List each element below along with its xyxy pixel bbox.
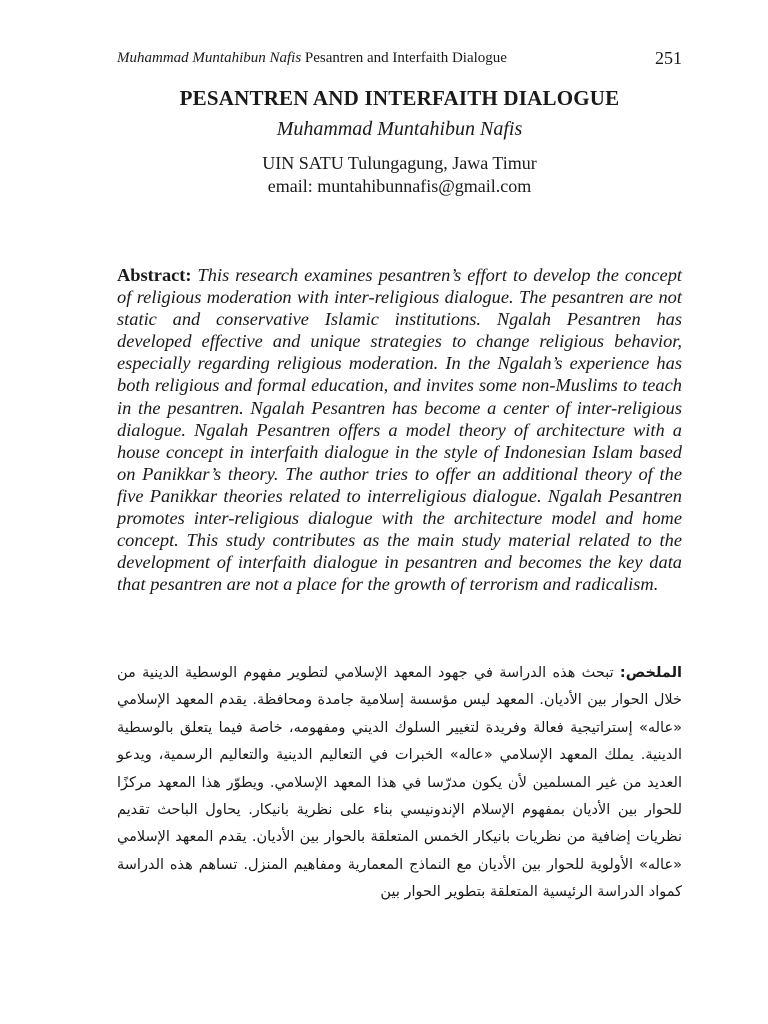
article-title: PESANTREN AND INTERFAITH DIALOGUE bbox=[179, 86, 620, 110]
arabic-abstract-label: الملخص: bbox=[619, 665, 683, 681]
arabic-abstract-paragraph bbox=[117, 660, 682, 907]
running-head bbox=[117, 50, 682, 72]
running-head-author: Muhammad Muntahibun Nafis bbox=[117, 50, 302, 66]
arabic-abstract-text: تبحث هذه الدراسة في جهود المعهد الإسلامي لتطوير مفهوم الوسطية الدينية من خلال الحوار بين الأديان. المعهد ليس مؤسسة إسلامية جامدة ومحافظة. يقدم المعهد الإسلامي «عاله» إستراتيجية فعالة وفريدة لتغيير السلوك الديني ومفهومه، خاصة فيما يتعلق بالوسطية الدينية. يملك المعهد الإسلامي «عاله» الخبرات في التعاليم الدينية والتعاليم الرسمية، ويدعو العديد من غير المسلمين لأن يكون مدرّسا في هذا المعهد الإسلامي. ويطوّر هذا المعهد مركزًا للحوار بين الأديان بمفهوم الإسلام الإندونيسي بناء على نظرية بانيكار. يحاول الباحث تقديم نظريات إضافية من نظريات بانيكار الخمس المتعلقة بالحوار بين الأديان. يقدم المعهد الإسلامي «عاله» الأولوية للحوار بين الأديان مع النماذج المعمارية ومفاهيم المنزل. تساهم هذه الدراسة كمواد الدراسة الرئيسية المتعلقة بتطوير الحوار بين bbox=[117, 665, 682, 901]
abstract-label: Abstract: bbox=[117, 265, 192, 285]
abstract-paragraph bbox=[117, 264, 682, 595]
page-number: 251 bbox=[655, 48, 682, 68]
running-head-title: Pesantren and Interfaith Dialogue bbox=[304, 50, 507, 66]
author-affiliation: UIN SATU Tulungagung, Jawa Timur bbox=[262, 153, 537, 173]
author-email: email: muntahibunnafis@gmail.com bbox=[267, 176, 532, 196]
abstract-text: This research examines pesantren’s effort to develop the concept of religious moderation with inter-religious dialogue. The pesantren are not static and conservative Islamic institutions. Ngalah Pesantren has developed effective and unique strategies to change religious behavior, especially regarding religious moderation. In the Ngalah’s experience has both religious and formal education, and invites some non-Muslims to teach in the pesantren. Ngalah Pesantren has become a center of inter-religious dialogue. Ngalah Pesantren offers a model theory of architecture with a house concept in interfaith dialogue in the style of Indonesian Islam based on Panikkar’s theory. The author tries to offer an additional theory of the five Panikkar theories related to interreligious dialogue. Ngalah Pesantren promotes inter-religious dialogue with the architecture model and home concept. This study contributes as the main study material related to the development of interfaith dialogue in pesantren and becomes the key data that pesantren are not a place for the growth of terrorism and radicalism. bbox=[117, 265, 682, 595]
article-author: Muhammad Muntahibun Nafis bbox=[276, 118, 523, 140]
